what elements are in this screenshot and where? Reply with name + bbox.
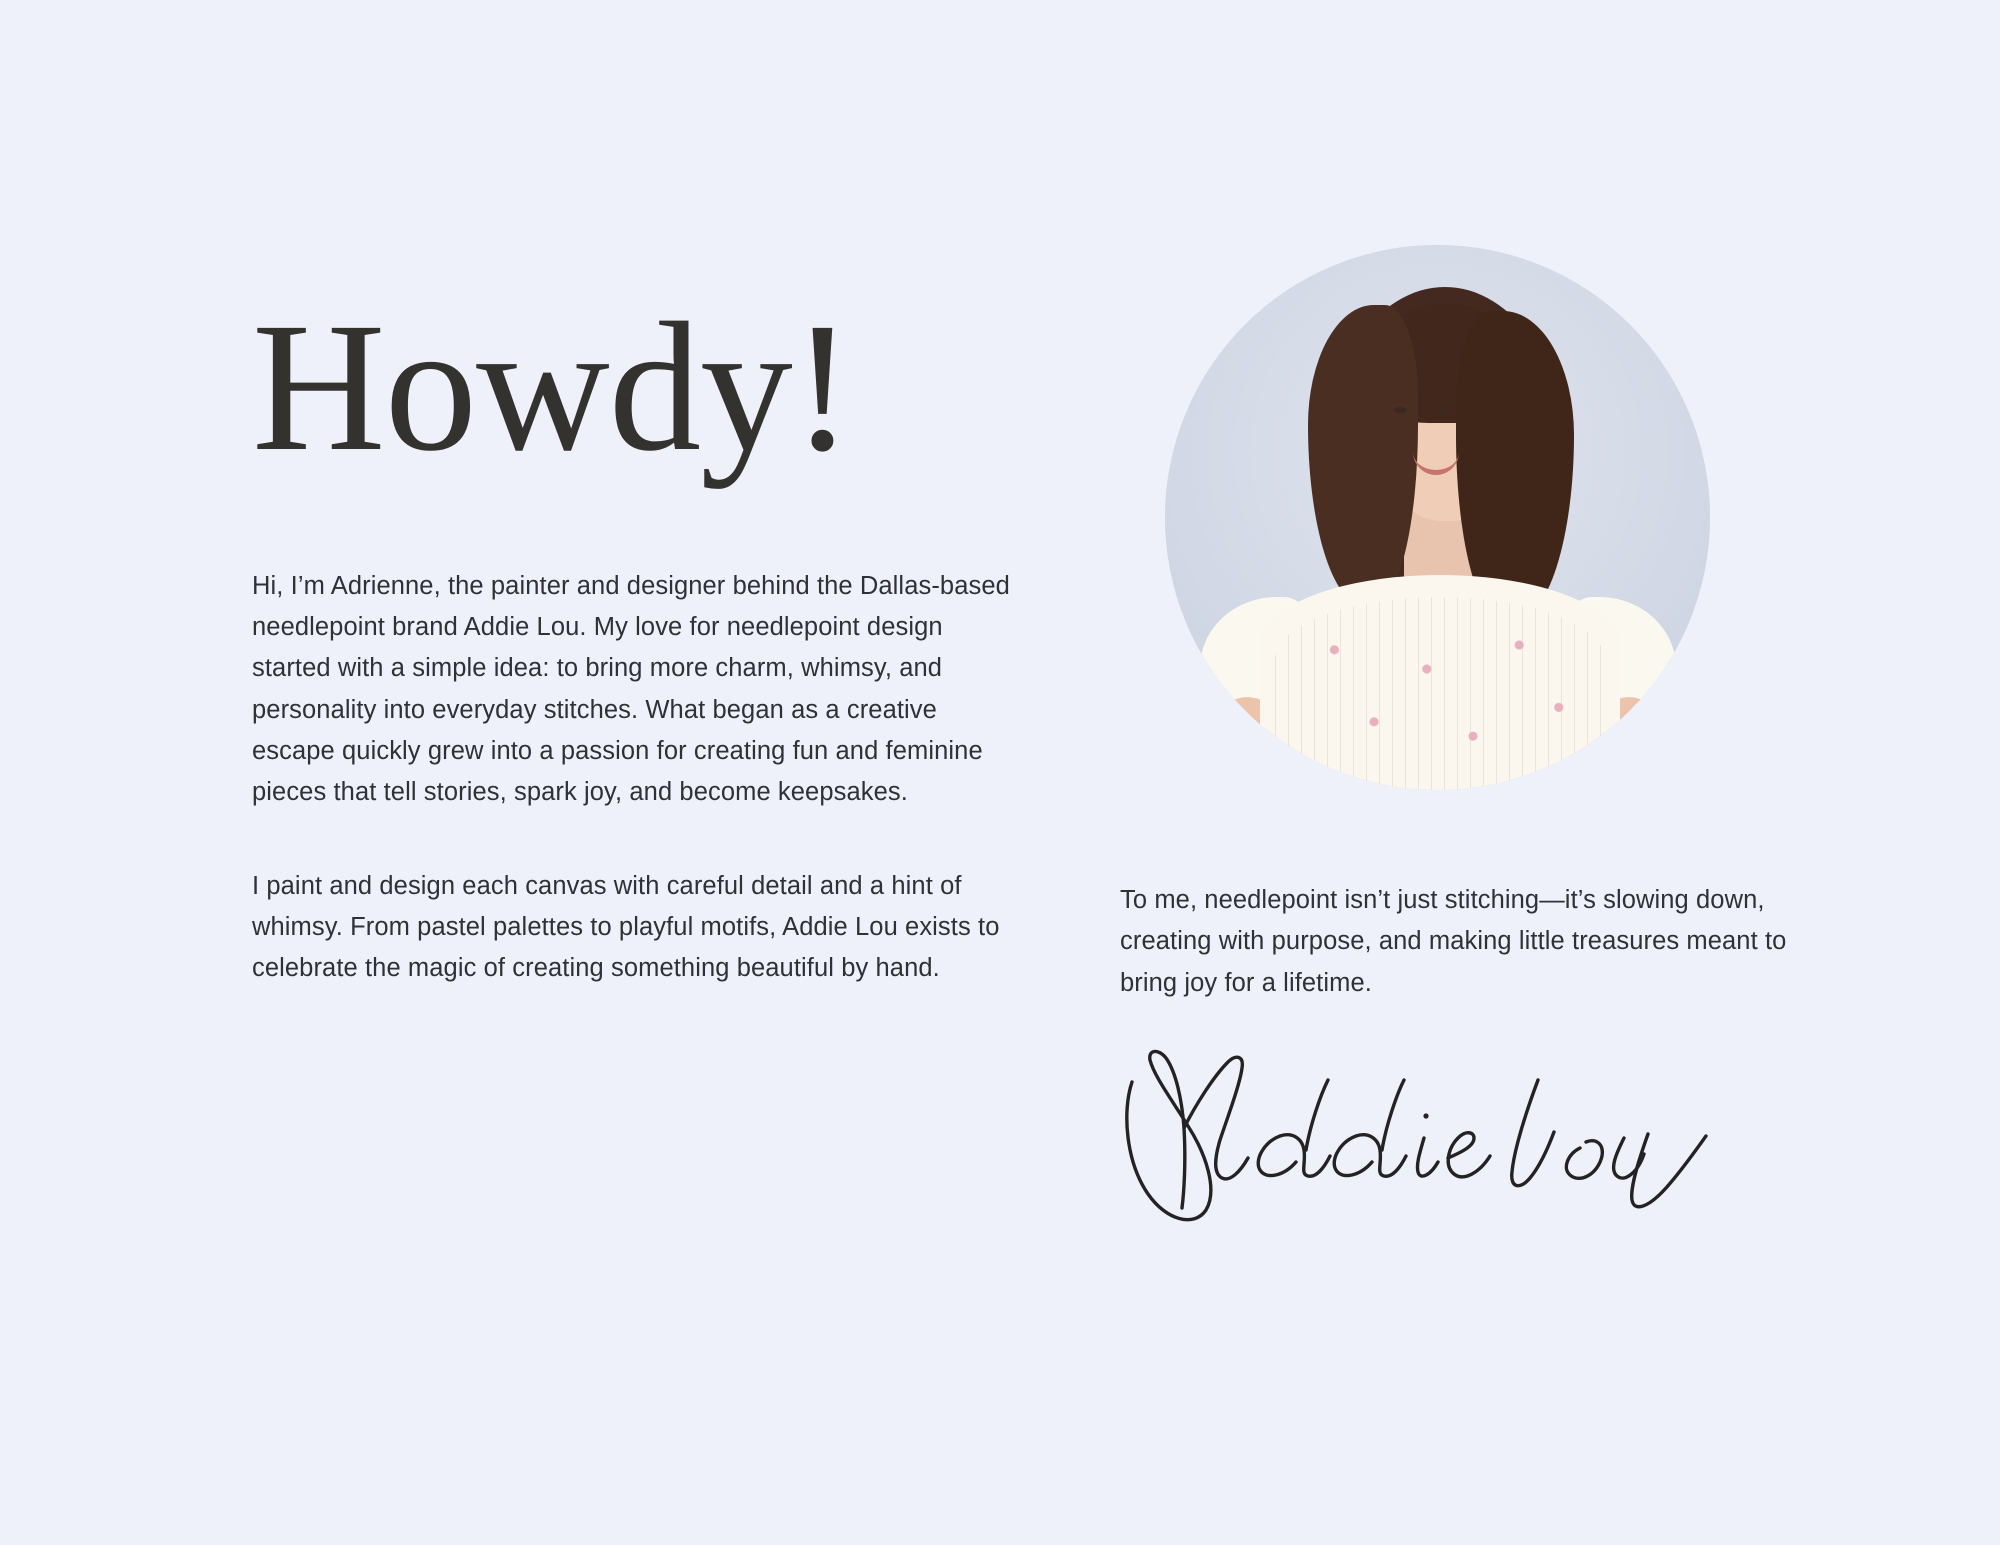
portrait-photo	[1165, 245, 1710, 790]
right-column	[1120, 245, 1800, 1262]
intro-paragraph-2: I paint and design each canvas with careful detail and a hint of whimsy. From pastel palettes to playful motifs, Addie Lou exists to celebrate the magic of creating something beautiful by hand.	[252, 871, 1000, 983]
portrait-dress-pattern	[1275, 597, 1605, 790]
intro-body	[252, 566, 1022, 990]
page-title: Howdy!	[252, 285, 853, 490]
signature-mark	[1110, 1042, 1730, 1252]
portrait-eye-right	[1436, 407, 1449, 413]
left-column	[252, 285, 1022, 989]
intro-paragraph-1: Hi, I’m Adrienne, the painter and designer behind the Dallas-based needlepoint brand Addie Lou. My love for needlepoint design started with a simple idea: to bring more charm, whimsy, and personality into everyday stitches. What began as a creative escape quickly grew into a passion for creating fun and feminine pieces that tell stories, spark joy, and become keepsakes.	[252, 571, 1010, 807]
closing-paragraph: To me, needlepoint isn’t just stitching—it’s slowing down, creating with purpose, and making little treasures meant to bring joy for a lifetime.	[1120, 886, 1787, 997]
signature	[1110, 1042, 1800, 1262]
portrait-eye-left	[1394, 407, 1407, 413]
